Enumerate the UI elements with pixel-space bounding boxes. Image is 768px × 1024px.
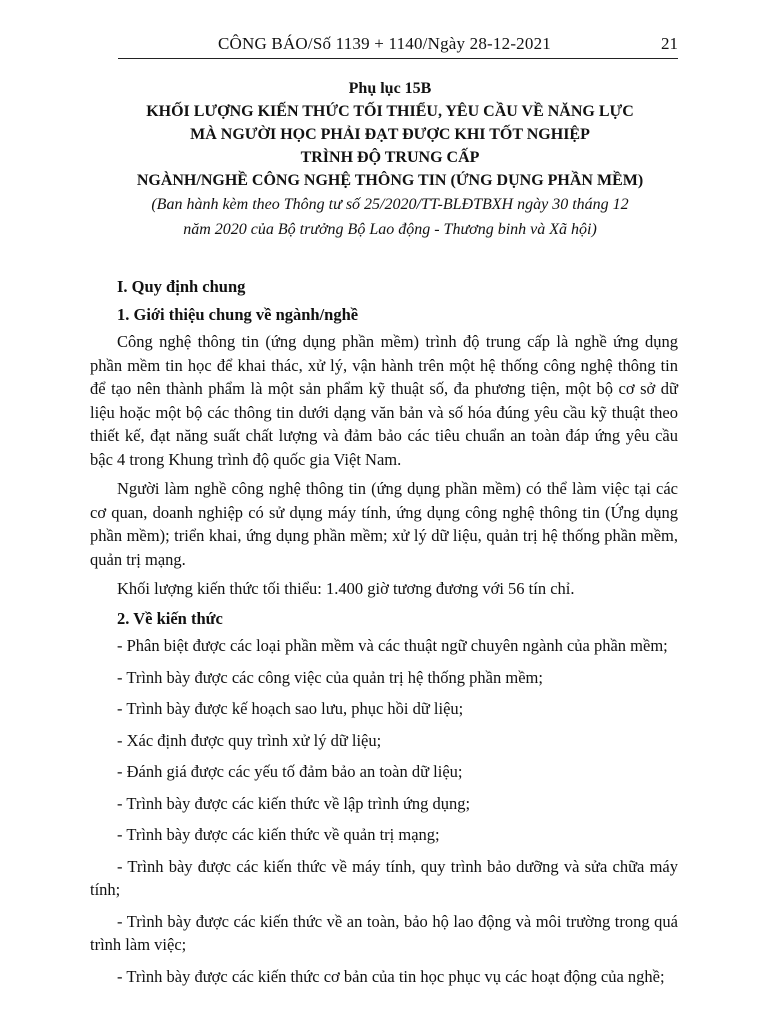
knowledge-list-item: - Trình bày được kế hoạch sao lưu, phục hồi dữ liệu; xyxy=(117,699,464,718)
issuance-note-line-2: năm 2020 của Bộ trưởng Bộ Lao động - Thương binh và Xã hội) xyxy=(183,221,597,238)
knowledge-list-item: - Đánh giá được các yếu tố đảm bảo an toàn dữ liệu; xyxy=(117,762,463,781)
knowledge-list-item: - Trình bày được các kiến thức về máy tính, quy trình bảo dưỡng và sửa chữa máy tính; xyxy=(90,856,678,899)
gazette-header-title: CÔNG BÁO/Số 1139 + 1140/Ngày 28-12-2021 xyxy=(218,34,551,53)
subsection-heading-introduction: 1. Giới thiệu chung về ngành/nghề xyxy=(117,304,359,324)
knowledge-list-item: - Trình bày được các kiến thức về lập trình ứng dụng; xyxy=(117,793,471,813)
document-title-line-3: TRÌNH ĐỘ TRUNG CẤP xyxy=(300,149,480,166)
page-number: 21 xyxy=(661,34,678,53)
document-title-line-1: KHỐI LƯỢNG KIẾN THỨC TỐI THIỂU, YÊU CẦU VỀ NĂNG LỰC xyxy=(146,103,634,120)
issuance-note-line-1: (Ban hành kèm theo Thông tư số 25/2020/TT-BLĐTBXH ngày 30 tháng 12 xyxy=(151,196,629,213)
document-title-line-4: NGÀNH/NGHỀ CÔNG NGHỆ THÔNG TIN (ỨNG DỤNG PHẦN MỀM) xyxy=(136,172,644,189)
appendix-label: Phụ lục 15B xyxy=(348,80,432,97)
title-block xyxy=(80,78,700,242)
document-title-line-2: MÀ NGƯỜI HỌC PHẢI ĐẠT ĐƯỢC KHI TỐT NGHIỆP xyxy=(190,126,590,143)
section-heading-general: I. Quy định chung xyxy=(117,277,246,296)
knowledge-list-item: - Xác định được quy trình xử lý dữ liệu; xyxy=(117,730,382,750)
document-body xyxy=(90,275,678,996)
knowledge-list-item: - Trình bày được các kiến thức cơ bản của tin học phục vụ các hoạt động của nghề; xyxy=(117,966,665,986)
knowledge-list-item: - Phân biệt được các loại phần mềm và các thuật ngữ chuyên ngành của phần mềm; xyxy=(117,636,668,655)
page-header xyxy=(118,34,678,59)
knowledge-list-item: - Trình bày được các kiến thức về an toàn, bảo hộ lao động và môi trường trong quá trình làm việc; xyxy=(90,911,678,954)
subsection-heading-knowledge: 2. Về kiến thức xyxy=(117,608,223,628)
knowledge-list-item: - Trình bày được các công việc của quản trị hệ thống phần mềm; xyxy=(117,667,543,687)
paragraph-description: Công nghệ thông tin (ứng dụng phần mềm) trình độ trung cấp là nghề ứng dụng phần mềm tin học để khai thác, xử lý, vận hành trên một hệ thống công nghệ thông tin để tạo nên thành phẩm là một sản phẩm kỹ thuật số, đa phương tiện, một bộ cơ sở dữ liệu hoặc một bộ các thông tin dưới dạng văn bản và số hóa đúng yêu cầu kỹ thuật theo thiết kế, đạt năng suất chất lượng và đảm bảo các tiêu chuẩn an toàn đáp ứng yêu cầu bậc 4 trong Khung trình độ quốc gia Việt Nam. xyxy=(90,332,678,469)
paragraph-workplaces: Người làm nghề công nghệ thông tin (ứng dụng phần mềm) có thể làm việc tại các cơ quan, doanh nghiệp có sử dụng máy tính, ứng dụng công nghệ thông tin (Ứng dụng phần mềm); triển khai, ứng dụng phần mềm; xử lý dữ liệu, quản trị hệ thống phần mềm, quản trị mạng. xyxy=(90,479,678,569)
paragraph-credit-volume: Khối lượng kiến thức tối thiểu: 1.400 giờ tương đương với 56 tín chỉ. xyxy=(117,579,575,598)
knowledge-list-item: - Trình bày được các kiến thức về quản trị mạng; xyxy=(117,825,440,844)
